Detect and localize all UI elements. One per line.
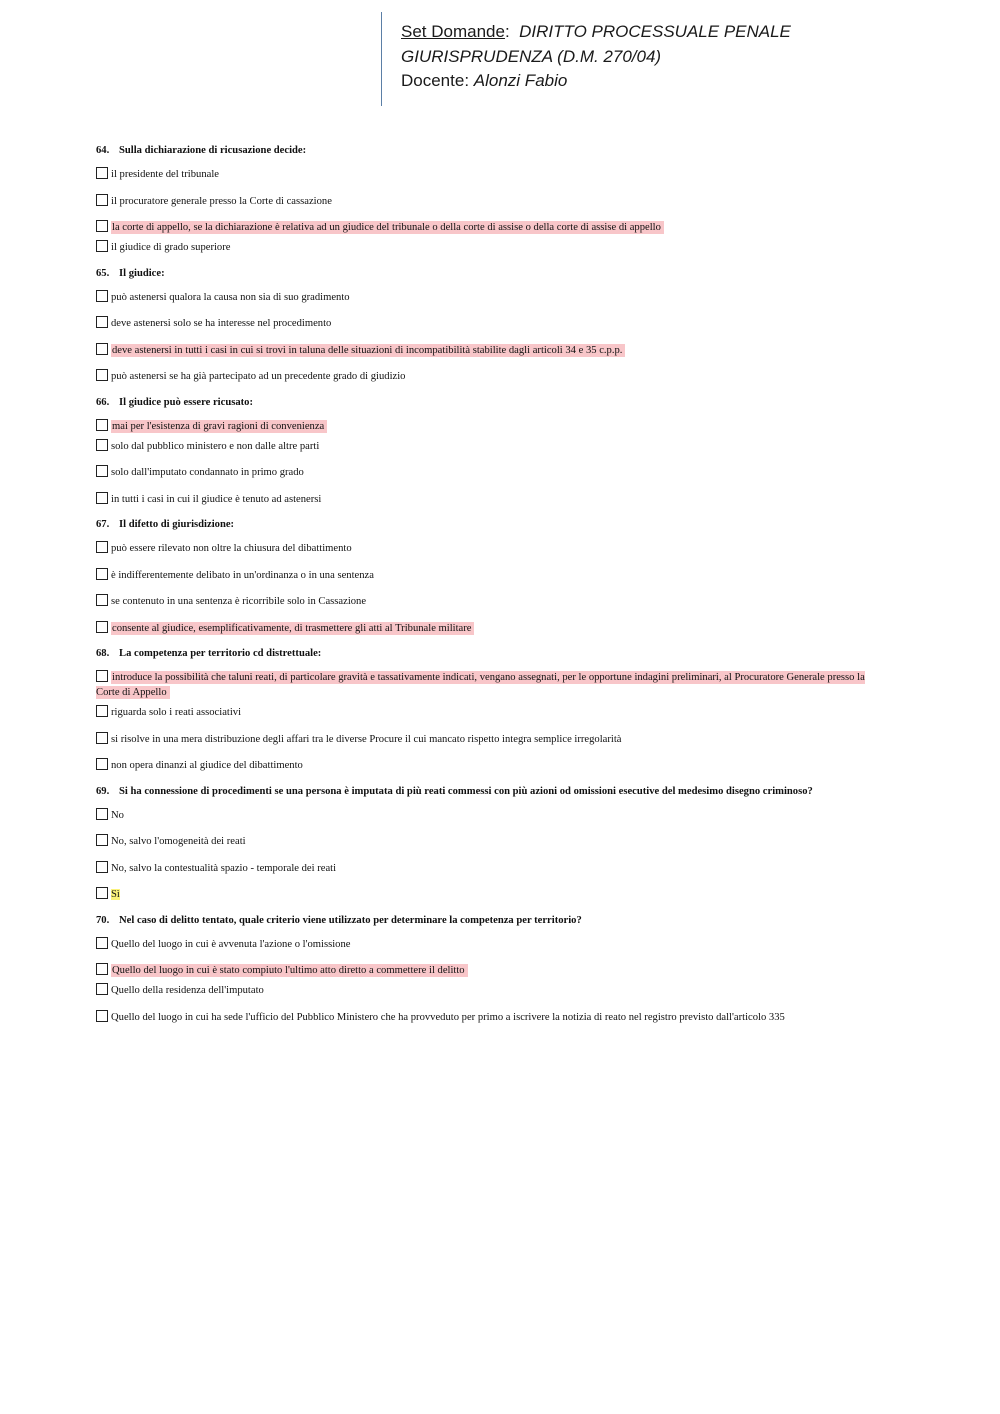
- answer-checkbox[interactable]: [96, 937, 108, 949]
- option-text: il procuratore generale presso la Corte di cassazione: [111, 195, 332, 207]
- option-text: si risolve in una mera distribuzione degli affari tra le diverse Procure il cui mancato rispetto integra semplice irregolarità: [111, 733, 622, 745]
- answer-checkbox[interactable]: [96, 758, 108, 770]
- question-text: Il giudice può essere ricusato:: [119, 396, 253, 408]
- answer-checkbox[interactable]: [96, 963, 108, 975]
- answer-option[interactable]: [96, 1010, 896, 1025]
- answer-checkbox[interactable]: [96, 343, 108, 355]
- question-number: 64.: [96, 145, 110, 156]
- answer-option[interactable]: [96, 369, 896, 384]
- question-list: [96, 144, 896, 1036]
- answer-checkbox[interactable]: [96, 705, 108, 717]
- course-title-line2: GIURISPRUDENZA (D.M. 270/04): [401, 46, 662, 66]
- answer-checkbox[interactable]: [96, 220, 108, 232]
- answer-checkbox[interactable]: [96, 316, 108, 328]
- answer-option[interactable]: [96, 541, 896, 556]
- option-text: Quello della residenza dell'imputato: [111, 985, 264, 996]
- answer-option-correct[interactable]: [96, 887, 896, 902]
- answer-checkbox[interactable]: [96, 861, 108, 873]
- option-text: riguarda solo i reati associativi: [111, 707, 242, 718]
- question-69: [96, 785, 896, 903]
- question-title: [96, 144, 896, 158]
- question-70: [96, 914, 896, 1025]
- teacher-label: Docente:: [401, 71, 470, 90]
- answer-option[interactable]: [96, 808, 896, 823]
- answer-option[interactable]: [96, 861, 896, 876]
- question-title: [96, 267, 896, 281]
- answer-option[interactable]: [96, 167, 896, 182]
- answer-option-correct[interactable]: [96, 670, 886, 700]
- question-text: Il difetto di giurisdizione:: [119, 519, 235, 530]
- answer-option[interactable]: [96, 983, 896, 998]
- document-header: [401, 20, 961, 94]
- question-title: [96, 647, 896, 661]
- option-text: solo dall'imputato condannato in primo grado: [111, 467, 304, 478]
- answer-checkbox[interactable]: [96, 568, 108, 580]
- answer-checkbox[interactable]: [96, 594, 108, 606]
- answer-option[interactable]: [96, 732, 896, 747]
- answer-checkbox[interactable]: [96, 194, 108, 206]
- answer-option-correct[interactable]: [96, 963, 896, 978]
- option-text: deve astenersi solo se ha interesse nel procedimento: [111, 318, 332, 329]
- answer-option-correct[interactable]: [96, 419, 896, 434]
- question-number: 70.: [96, 914, 110, 926]
- option-text: Quello del luogo in cui ha sede l'ufficio del Pubblico Ministero che ha provveduto per primo a iscrivere la notizia di reato nel registro previsto dall'articolo 335: [111, 1011, 785, 1023]
- answer-checkbox[interactable]: [96, 290, 108, 302]
- option-text: No, salvo la contestualità spazio - temporale dei reati: [111, 862, 337, 874]
- question-67: [96, 518, 896, 636]
- option-text: può astenersi qualora la causa non sia di suo gradimento: [111, 291, 350, 303]
- question-68: [96, 647, 896, 773]
- teacher-name: Alonzi Fabio: [473, 71, 568, 90]
- question-title: [96, 785, 896, 799]
- question-number: 66.: [96, 396, 110, 408]
- question-text: Sulla dichiarazione di ricusazione decide:: [119, 145, 307, 156]
- option-text: può astenersi se ha già partecipato ad un precedente grado di giudizio: [111, 371, 406, 382]
- answer-checkbox[interactable]: [96, 983, 108, 995]
- option-text: il giudice di grado superiore: [111, 242, 231, 253]
- option-text-highlighted: consente al giudice, esemplificativamente, di trasmettere gli atti al Tribunale militare: [111, 622, 474, 635]
- answer-checkbox[interactable]: [96, 732, 108, 744]
- answer-checkbox[interactable]: [96, 1010, 108, 1022]
- answer-checkbox[interactable]: [96, 465, 108, 477]
- answer-option-correct[interactable]: [96, 621, 896, 636]
- answer-option[interactable]: [96, 705, 896, 720]
- answer-option[interactable]: [96, 937, 896, 952]
- answer-option[interactable]: [96, 758, 896, 773]
- answer-checkbox[interactable]: [96, 439, 108, 451]
- option-text: solo dal pubblico ministero e non dalle altre parti: [111, 440, 320, 452]
- answer-checkbox[interactable]: [96, 834, 108, 846]
- set-colon: :: [504, 22, 510, 41]
- answer-option[interactable]: [96, 194, 896, 209]
- question-64: [96, 144, 896, 255]
- question-66: [96, 396, 896, 507]
- option-text-highlighted: Quello del luogo in cui è stato compiuto l'ultimo atto diretto a commettere il delitto: [111, 964, 468, 977]
- answer-option[interactable]: [96, 465, 896, 480]
- answer-option[interactable]: [96, 439, 896, 454]
- question-65: [96, 267, 896, 385]
- course-title-line1: DIRITTO PROCESSUALE PENALE: [519, 22, 791, 41]
- option-text-highlighted: Sì: [111, 889, 120, 900]
- answer-option[interactable]: [96, 316, 896, 331]
- answer-checkbox[interactable]: [96, 492, 108, 504]
- answer-checkbox[interactable]: [96, 240, 108, 252]
- header-divider: [381, 12, 382, 106]
- answer-checkbox[interactable]: [96, 670, 108, 682]
- question-number: 65.: [96, 267, 110, 279]
- answer-option-correct[interactable]: [96, 220, 896, 235]
- answer-checkbox[interactable]: [96, 541, 108, 553]
- answer-checkbox[interactable]: [96, 167, 108, 179]
- option-text-highlighted: introduce la possibilità che taluni reati, di particolare gravità e tassativamente indicati, vengano assegnati, per le opportune indagini preliminari, al Procuratore Generale presso la Corte di Appello: [96, 672, 865, 698]
- question-text: Il giudice:: [119, 267, 165, 279]
- question-title: [96, 396, 896, 410]
- option-text-highlighted: mai per l'esistenza di gravi ragioni di convenienza: [111, 420, 327, 433]
- option-text-highlighted: la corte di appello, se la dichiarazione è relativa ad un giudice del tribunale o della corte di assise o della corte di assise di appello: [111, 221, 664, 234]
- question-text: La competenza per territorio cd distrettuale:: [119, 648, 322, 659]
- answer-option[interactable]: [96, 290, 896, 305]
- option-text: se contenuto in una sentenza è ricorribile solo in Cassazione: [111, 596, 367, 607]
- option-text: può essere rilevato non oltre la chiusura del dibattimento: [111, 543, 352, 554]
- question-number: 69.: [96, 785, 110, 797]
- answer-checkbox[interactable]: [96, 621, 108, 633]
- answer-checkbox[interactable]: [96, 808, 108, 820]
- header-line-3: [401, 69, 961, 94]
- option-text: in tutti i casi in cui il giudice è tenuto ad astenersi: [111, 493, 322, 505]
- question-number: 68.: [96, 648, 110, 659]
- answer-option[interactable]: [96, 834, 896, 849]
- set-label: Set Domande: [401, 22, 505, 41]
- answer-checkbox[interactable]: [96, 887, 108, 899]
- option-text: Quello del luogo in cui è avvenuta l'azione o l'omissione: [111, 938, 351, 950]
- question-number: 67.: [96, 519, 110, 530]
- header-line-1: [401, 20, 961, 45]
- option-text: è indifferentemente delibato in un'ordinanza o in una sentenza: [111, 569, 374, 581]
- question-title: [96, 914, 896, 928]
- answer-option[interactable]: [96, 492, 896, 507]
- answer-checkbox[interactable]: [96, 419, 108, 431]
- answer-option[interactable]: [96, 594, 896, 609]
- option-text: il presidente del tribunale: [111, 169, 219, 180]
- question-title: [96, 518, 896, 532]
- question-text: Nel caso di delitto tentato, quale criterio viene utilizzato per determinare la competenza per territorio?: [119, 914, 582, 926]
- option-text: non opera dinanzi al giudice del dibattimento: [111, 760, 303, 771]
- answer-option[interactable]: [96, 568, 896, 583]
- option-text-highlighted: deve astenersi in tutti i casi in cui si trovi in taluna delle situazioni di incompatibilità stabilite dagli articoli 34 e 35 c.p.p.: [111, 344, 625, 357]
- answer-checkbox[interactable]: [96, 369, 108, 381]
- answer-option[interactable]: [96, 240, 896, 255]
- question-text: Si ha connessione di procedimenti se una persona è imputata di più reati commessi con più azioni od omissioni esecutive del medesimo disegno criminoso?: [119, 785, 813, 797]
- option-text: No, salvo l'omogeneità dei reati: [111, 836, 246, 847]
- option-text: No: [111, 809, 124, 821]
- answer-option-correct[interactable]: [96, 343, 896, 358]
